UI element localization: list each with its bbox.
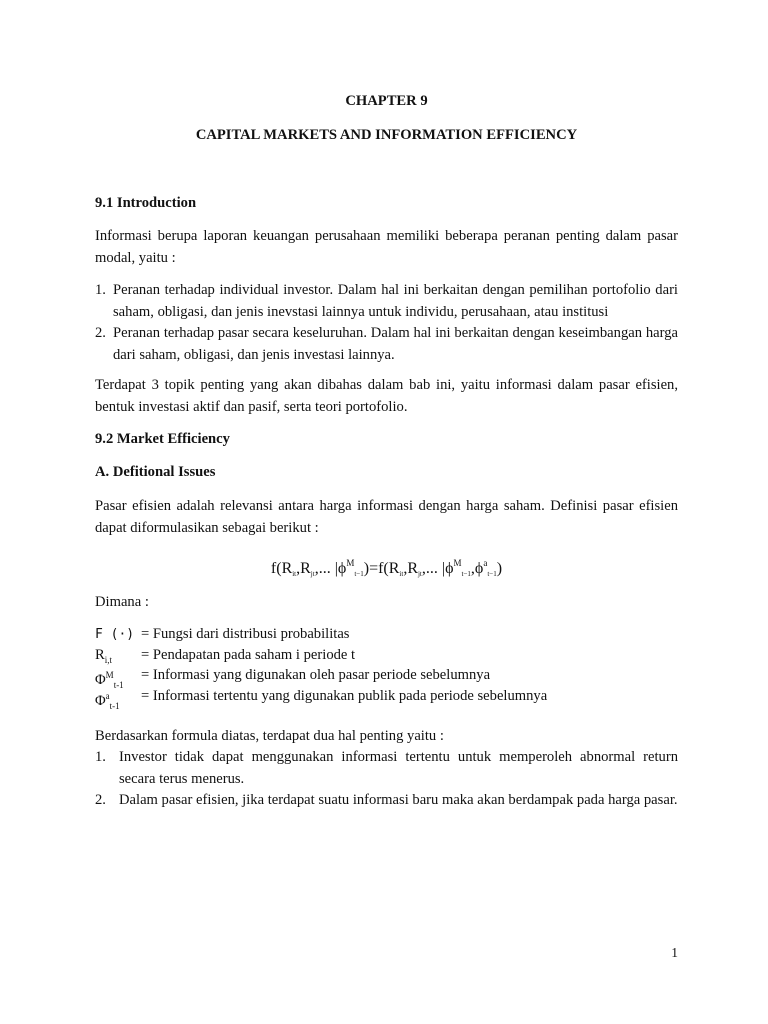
definition-row <box>95 665 678 690</box>
section-1-heading: 9.1 Introduction <box>95 195 197 211</box>
symbol-text: F (·) <box>95 627 135 642</box>
dimana-label: Dimana : <box>95 594 149 610</box>
list-item-number: 1. <box>95 749 106 765</box>
list-item-text: Peranan terhadap pasar secara keseluruhan. Dalam hal ini berkaitan dengan keseimbangan harga dari saham, obligasi, dan jenis investasi lainnya. <box>113 325 678 363</box>
symbol-subscript: t-1 <box>113 679 124 690</box>
list-item <box>95 323 678 366</box>
symbol-text: Φ <box>95 692 106 709</box>
symbol-superscript: a <box>105 690 110 701</box>
formula-superscript: a <box>483 558 488 568</box>
list-item-number: 1. <box>95 282 106 298</box>
definition-text: = Informasi yang digunakan oleh pasar periode sebelumnya <box>141 667 491 683</box>
formula-subscript: jt <box>417 570 422 578</box>
formula-part: )=f(R <box>363 560 400 577</box>
chapter-title: CAPITAL MARKETS AND INFORMATION EFFICIENCY <box>195 127 578 143</box>
formula-subscript: jt <box>310 570 315 578</box>
symbol-subscript: t-1 <box>109 700 120 711</box>
list-item <box>95 790 678 812</box>
formula-subscript: it <box>399 570 404 578</box>
formula-part: ,R <box>403 560 418 577</box>
list-item-number: 2. <box>95 325 106 341</box>
formula-subscript: it <box>292 570 297 578</box>
formula-subscript: t−1 <box>461 570 471 578</box>
list-item-text: Dalam pasar efisien, jika terdapat suatu informasi baru maka akan berdampak pada harga pasar. <box>119 792 678 808</box>
formula-part: ,ϕ <box>470 560 484 577</box>
list-item <box>95 747 678 790</box>
formula-part: ) <box>496 560 503 577</box>
symbol-text: R <box>95 646 105 663</box>
definition-symbol <box>95 624 141 645</box>
section-2-subheading: A. Defitional Issues <box>95 464 216 480</box>
symbol-subscript: i,t <box>104 654 112 665</box>
section-2-intro: Pasar efisien adalah relevansi antara harga informasi dengan harga saham. Definisi pasar efisien dapat diformulasikan sebagai berikut : <box>95 498 678 536</box>
definition-symbol <box>95 665 141 690</box>
formula-part: ,R <box>296 560 311 577</box>
formula-superscript: M <box>453 558 462 568</box>
definition-text: = Informasi tertentu yang digunakan publik pada periode sebelumnya <box>141 687 548 704</box>
definition-row <box>95 645 678 666</box>
document-page <box>95 0 678 1024</box>
formula-subscript: t−1 <box>354 570 364 578</box>
list-item-number: 2. <box>95 792 106 808</box>
list-item <box>95 280 678 323</box>
section-1-closing: Terdapat 3 topik penting yang akan dibahas dalam bab ini, yaitu informasi dalam pasar efisien, bentuk investasi aktif dan pasif, serta teori portofolio. <box>95 377 678 415</box>
formula-part: ,... |ϕ <box>421 560 454 577</box>
definitions-list <box>95 624 678 711</box>
efficiency-formula <box>95 553 678 586</box>
formula-superscript: M <box>346 558 355 568</box>
page-number: 1 <box>671 945 678 960</box>
symbol-superscript: M <box>105 670 114 680</box>
formula-part: ,... |ϕ <box>314 560 347 577</box>
list-item-text: Peranan terhadap individual investor. Dalam hal ini berkaitan dengan pemilihan portofolio dari saham, obligasi, dan jenis inevstasi lainnya untuk individu, perusahaan, atau institusi <box>113 282 678 320</box>
conclusions-list <box>95 747 678 812</box>
definition-row <box>95 624 678 645</box>
list-item-text: Investor tidak dapat menggunakan informasi tertentu untuk memperoleh abnormal return secara terus menerus. <box>119 749 678 787</box>
definition-text: = Fungsi dari distribusi probabilitas <box>141 626 350 642</box>
section-2-heading: 9.2 Market Efficiency <box>95 431 230 447</box>
conclusion-intro: Berdasarkan formula diatas, terdapat dua hal penting yaitu : <box>95 728 444 744</box>
formula-subscript: t−1 <box>487 570 497 578</box>
formula-part: f(R <box>270 560 293 577</box>
chapter-number: CHAPTER 9 <box>345 93 428 109</box>
symbol-text: Φ <box>95 671 106 688</box>
definition-row <box>95 686 678 711</box>
section-1-list <box>95 280 678 366</box>
definition-symbol <box>95 686 141 711</box>
definition-text: = Pendapatan pada saham i periode t <box>141 646 356 663</box>
definition-symbol <box>95 645 141 666</box>
section-1-intro: Informasi berupa laporan keuangan perusahaan memiliki beberapa peranan penting dalam pasar modal, yaitu : <box>95 228 678 266</box>
